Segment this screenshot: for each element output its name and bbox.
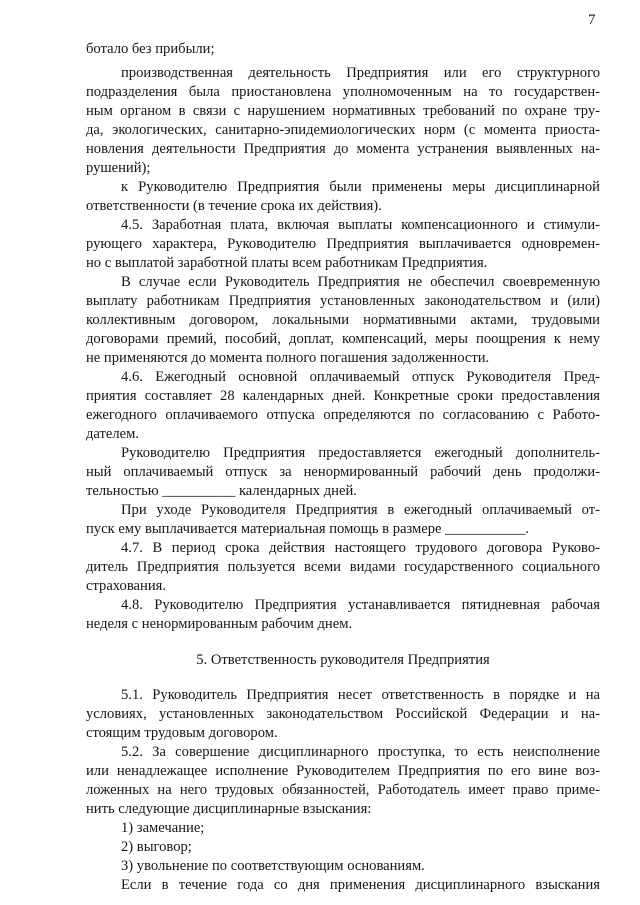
text-line: договорами премий, пособий, доплат, компенсаций, меры поощрения к нему: [86, 331, 600, 347]
text-line: но с выплатой заработной платы всем работникам Предприятия.: [86, 255, 488, 271]
text-line: ный оплачиваемый отпуск за ненормированный рабочий день продолжи-: [86, 464, 600, 480]
text-line: да, экологических, санитарно-эпидемиологических норм (с момента приоста-: [86, 122, 600, 138]
text-line: В случае если Руководитель Предприятия не обеспечил своевременную: [121, 274, 600, 290]
text-line: к Руководителю Предприятия были применены меры дисциплинарной: [121, 179, 600, 195]
text-line: 5.2. За совершение дисциплинарного проступка, то есть неисполнение: [121, 744, 600, 760]
text-line: 5.1. Руководитель Предприятия несет ответственность в порядке и на: [121, 687, 600, 703]
text-line: приятия составляет 28 календарных дней. Конкретные сроки предоставления: [86, 388, 600, 404]
text-line: 4.8. Руководителю Предприятия устанавливается пятидневная рабочая: [121, 597, 600, 613]
text-line: ным органом в связи с нарушением нормативных требований по охране тру-: [86, 103, 600, 119]
text-line: 2) выговор;: [121, 839, 192, 855]
text-line: дитель Предприятия пользуется всеми видами государственного социального: [86, 559, 600, 575]
text-line: дателем.: [86, 426, 140, 442]
text-line: стоящим трудовым договором.: [86, 725, 278, 741]
text-line: ложенных на него трудовых обязанностей, Работодатель имеет право приме-: [86, 782, 600, 798]
text-line: условиях, установленных законодательством Российской Федерации и на-: [86, 706, 600, 722]
text-line: Руководителю Предприятия предоставляется ежегодный дополнитель-: [121, 445, 600, 461]
text-line: ботало без прибыли;: [86, 41, 215, 57]
text-line: ежегодного оплачиваемого отпуска определяются по согласованию с Работо-: [86, 407, 600, 423]
text-line: подразделения была приостановлена уполномоченным на то государствен-: [86, 84, 600, 100]
text-line: пуск ему выплачивается материальная помощь в размере ___________.: [86, 521, 530, 537]
text-line: Если в течение года со дня применения дисциплинарного взыскания: [121, 877, 600, 893]
text-line: тельностью __________ календарных дней.: [86, 483, 357, 499]
text-line: неделя с ненормированным рабочим днем.: [86, 616, 353, 632]
text-line: При уходе Руководителя Предприятия в ежегодный оплачиваемый от-: [121, 502, 600, 518]
text-line: или ненадлежащее исполнение Руководителем Предприятия по его вине воз-: [86, 763, 600, 779]
text-line: 4.7. В период срока действия настоящего трудового договора Руково-: [121, 540, 600, 556]
text-line: страхования.: [86, 578, 167, 594]
text-line: 3) увольнение по соответствующим основаниям.: [121, 858, 425, 874]
text-line: рушений);: [86, 160, 151, 176]
text-line: 1) замечание;: [121, 820, 205, 836]
text-line: коллективным договором, локальными нормативными актами, трудовыми: [86, 312, 600, 328]
text-line: выплату работникам Предприятия установленных законодательством и (или): [86, 293, 600, 309]
text-line: 4.5. Заработная плата, включая выплаты компенсационного и стимули-: [121, 217, 600, 233]
text-line: рующего характера, Руководителю Предприятия выплачивается одновремен-: [86, 236, 600, 252]
text-line: нить следующие дисциплинарные взыскания:: [86, 801, 372, 817]
text-line: 4.6. Ежегодный основной оплачиваемый отпуск Руководителя Пред-: [121, 369, 600, 385]
text-line: новления деятельности Предприятия до момента устранения выявленных на-: [86, 141, 600, 157]
section-heading: 5. Ответственность руководителя Предприятия: [196, 652, 490, 668]
text-line: ответственности (в течение срока их действия).: [86, 198, 382, 214]
text-line: не применяются до момента полного погашения задолженности.: [86, 350, 490, 366]
text-line: производственная деятельность Предприятия или его структурного: [121, 65, 600, 81]
page-number: 7: [588, 12, 596, 28]
